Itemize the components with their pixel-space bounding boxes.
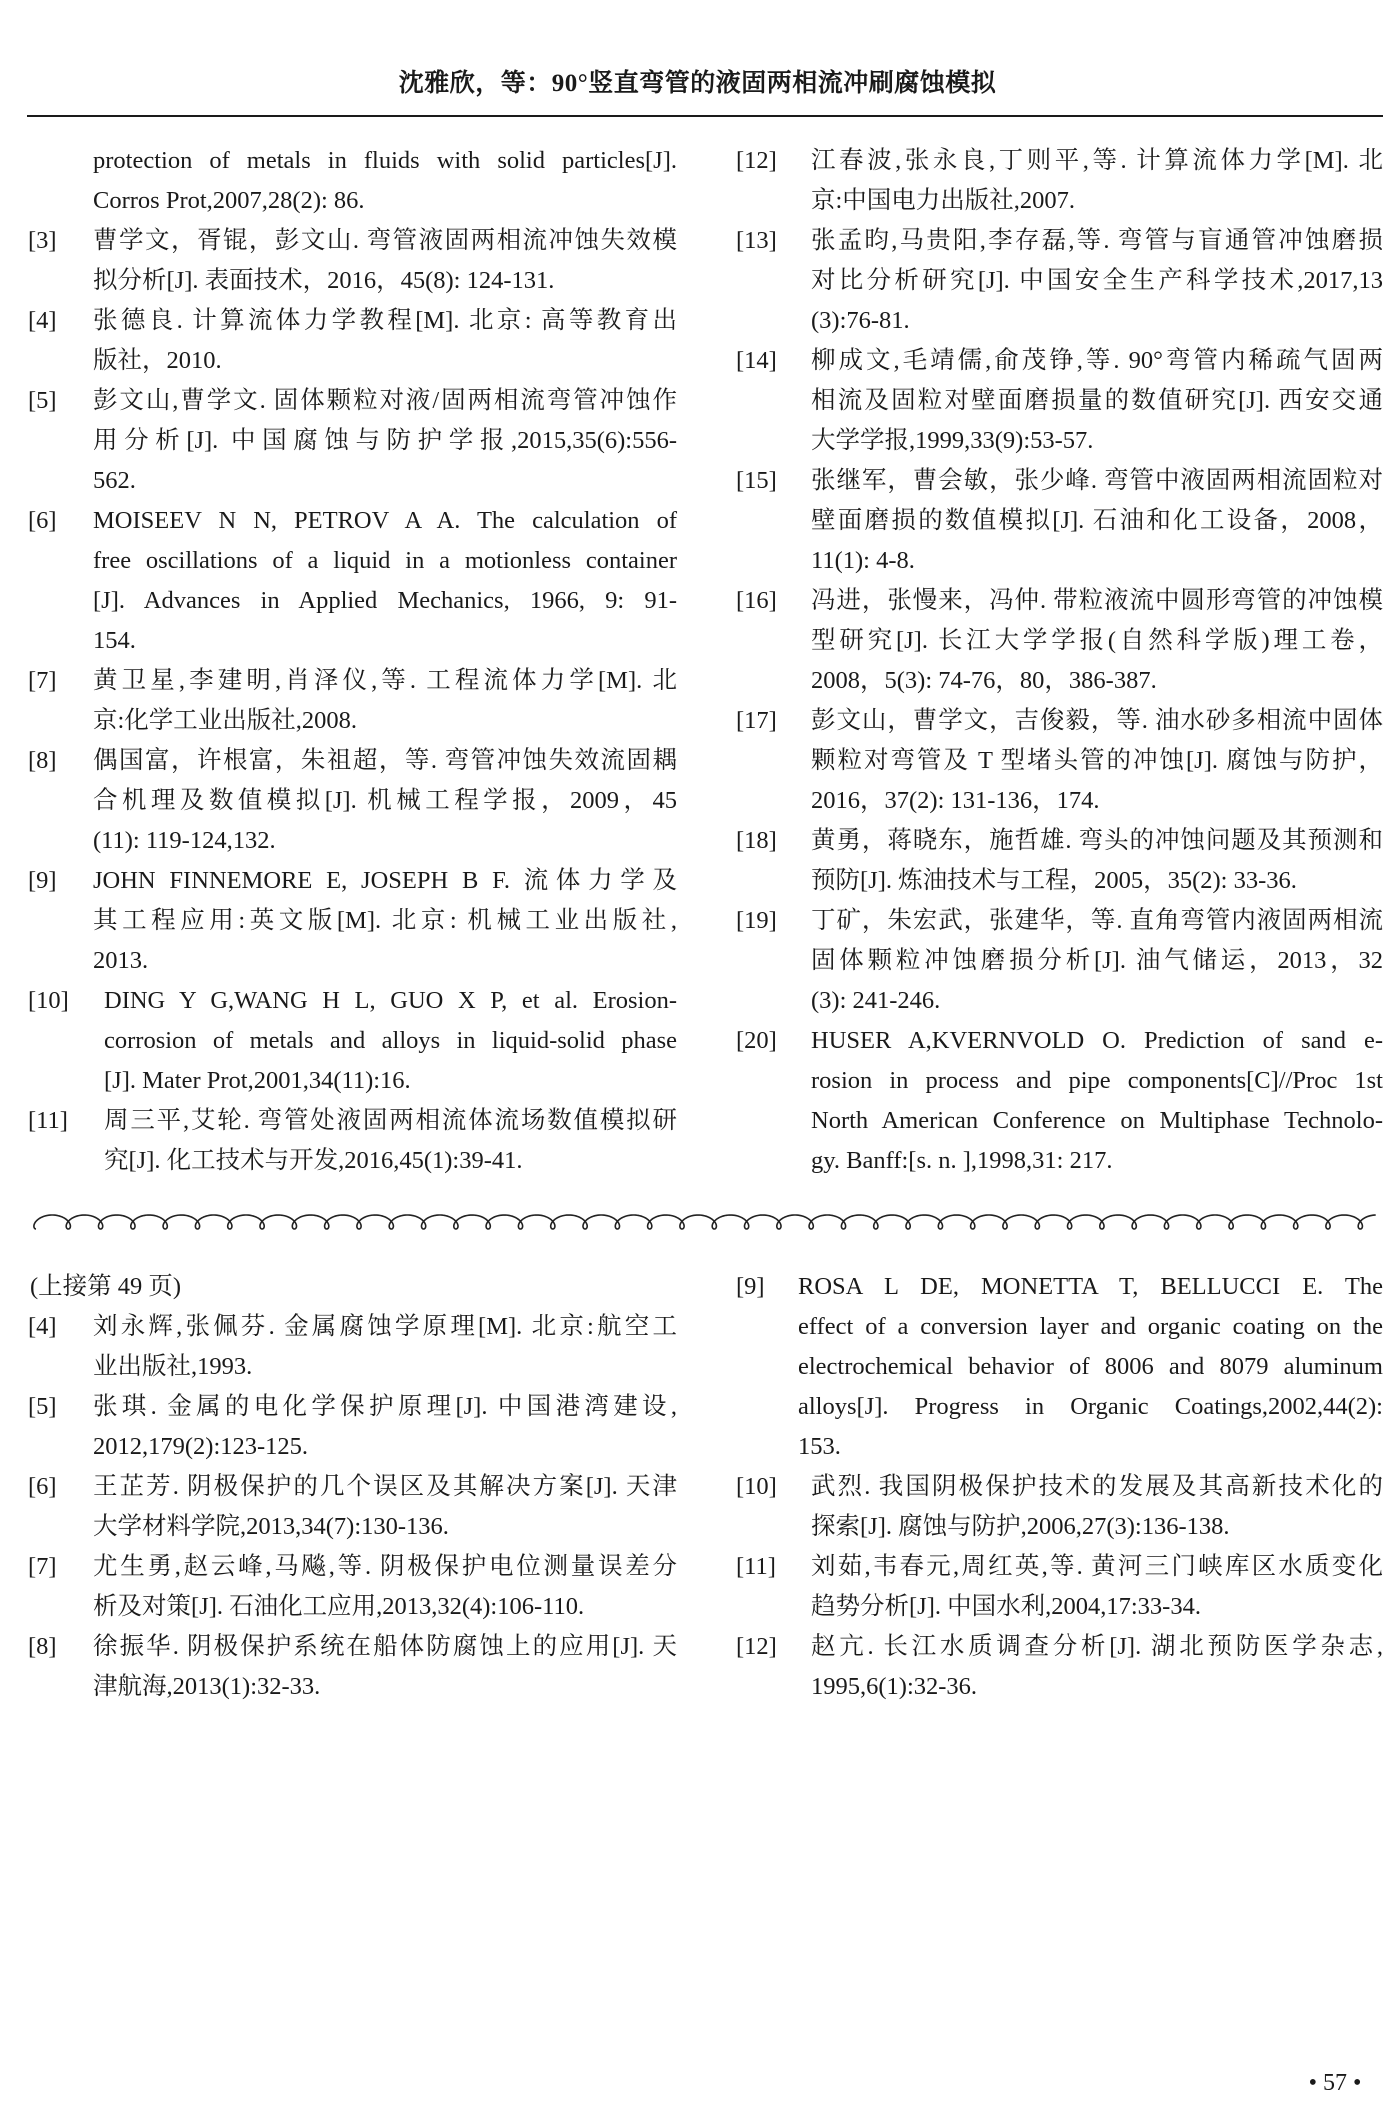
reference-text — [93, 301, 677, 381]
reference-text — [811, 1467, 1383, 1547]
section-divider-wave — [27, 1210, 1383, 1236]
reference-line: 彭文山，曹学文，吉俊毅，等. 油水砂多相流中固体 — [811, 707, 1383, 734]
reference-item — [28, 1387, 677, 1467]
reference-text — [93, 861, 677, 981]
reference-line: 2016，37(2): 131-136，174. — [811, 787, 1100, 814]
reference-line: 562. — [93, 467, 136, 494]
reference-number: [5] — [28, 1393, 57, 1420]
reference-line: 趋势分析[J]. 中国水利,2004,17:33-34. — [811, 1593, 1201, 1620]
reference-line: free oscillations of a liquid in a motionless container — [93, 547, 677, 574]
reference-item — [28, 1307, 677, 1387]
reference-item — [736, 1021, 1383, 1181]
reference-line: 曹学文，胥锟，彭文山. 弯管液固两相流冲蚀失效模 — [93, 227, 677, 254]
reference-line: 武烈. 我国阴极保护技术的发展及其高新技术化的 — [811, 1473, 1383, 1500]
reference-number: [7] — [28, 1553, 57, 1580]
reference-number: [3] — [28, 227, 57, 254]
reference-line: 黄卫星,李建明,肖泽仪,等. 工程流体力学[M]. 北 — [93, 667, 677, 694]
reference-line: 究[J]. 化工技术与开发,2016,45(1):39-41. — [104, 1147, 523, 1174]
reference-line: corrosion of metals and alloys in liquid-solid phase — [104, 1027, 677, 1054]
lower-references-left-column — [28, 1267, 677, 1707]
reference-line: 2008，5(3): 74-76，80，386-387. — [811, 667, 1157, 694]
reference-text — [93, 1547, 677, 1627]
reference-line: 徐振华. 阴极保护系统在船体防腐蚀上的应用[J]. 天 — [93, 1633, 677, 1660]
reference-text — [93, 1627, 677, 1707]
reference-item — [28, 981, 677, 1101]
reference-line: 丁矿，朱宏武，张建华，等. 直角弯管内液固两相流 — [811, 907, 1383, 934]
reference-line: effect of a conversion layer and organic coating on the — [798, 1313, 1383, 1340]
reference-line: 王芷芳. 阴极保护的几个误区及其解决方案[J]. 天津 — [93, 1473, 677, 1500]
reference-line: 相流及固粒对壁面磨损量的数值研究[J]. 西安交通 — [811, 387, 1383, 414]
reference-line: gy. Banff:[s. n. ],1998,31: 217. — [811, 1147, 1113, 1174]
reference-number: [14] — [736, 347, 777, 374]
reference-item — [736, 461, 1383, 581]
reference-line: 冯进，张慢来，冯仲. 带粒液流中圆形弯管的冲蚀模 — [811, 587, 1383, 614]
reference-line: (3): 241-246. — [811, 987, 941, 1014]
reference-line: 大学学报,1999,33(9):53-57. — [811, 427, 1094, 454]
reference-item — [28, 221, 677, 301]
reference-line: 合机理及数值模拟[J]. 机械工程学报，2009，45 — [93, 787, 677, 814]
reference-text — [811, 141, 1383, 221]
reference-item — [28, 661, 677, 741]
reference-number: [17] — [736, 707, 777, 734]
reference-line: 彭文山,曹学文. 固体颗粒对液/固两相流弯管冲蚀作 — [93, 387, 677, 414]
reference-line: 尤生勇,赵云峰,马飚,等. 阴极保护电位测量误差分 — [93, 1553, 677, 1580]
reference-text — [811, 701, 1383, 821]
reference-line: alloys[J]. Progress in Organic Coatings,2002,44(2): — [798, 1393, 1383, 1420]
reference-text — [811, 1021, 1383, 1181]
reference-line: Corros Prot,2007,28(2): 86. — [93, 187, 365, 214]
reference-line: 张琪. 金属的电化学保护原理[J]. 中国港湾建设, — [93, 1393, 677, 1420]
reference-text — [104, 1101, 677, 1181]
reference-number: [19] — [736, 907, 777, 934]
reference-item — [736, 221, 1383, 341]
reference-number: [11] — [736, 1553, 776, 1580]
reference-text — [93, 501, 677, 661]
reference-line: (3):76-81. — [811, 307, 910, 334]
reference-item — [28, 381, 677, 501]
reference-line: 张孟昀,马贵阳,李存磊,等. 弯管与盲通管冲蚀磨损 — [811, 227, 1383, 254]
reference-line: 2012,179(2):123-125. — [93, 1433, 309, 1460]
reference-line: rosion in process and pipe components[C]//Proc 1st — [811, 1067, 1383, 1094]
reference-number: [18] — [736, 827, 777, 854]
reference-line: DING Y G,WANG H L, GUO X P, et al. Erosion- — [104, 987, 677, 1014]
reference-text — [811, 461, 1383, 581]
reference-number: [11] — [28, 1107, 68, 1134]
reference-item — [736, 901, 1383, 1021]
reference-line: 赵亢. 长江水质调查分析[J]. 湖北预防医学杂志, — [811, 1633, 1383, 1660]
reference-line: 1995,6(1):32-36. — [811, 1673, 978, 1700]
reference-line: North American Conference on Multiphase Technolo- — [811, 1107, 1383, 1134]
reference-line: [J]. Advances in Applied Mechanics, 1966, 9: 91- — [93, 587, 677, 614]
reference-number: [10] — [736, 1473, 777, 1500]
reference-continuation — [28, 141, 677, 221]
reference-item — [28, 741, 677, 861]
reference-number: [8] — [28, 1633, 57, 1660]
reference-text — [811, 901, 1383, 1021]
upper-references-left-column — [28, 141, 677, 1181]
reference-line: 津航海,2013(1):32-33. — [93, 1673, 321, 1700]
continued-from-note: (上接第 49 页) — [30, 1273, 182, 1300]
reference-line: 2013. — [93, 947, 149, 974]
reference-line: 其工程应用:英文版[M]. 北京: 机械工业出版社, — [93, 907, 677, 934]
reference-line: 张德良. 计算流体力学教程[M]. 北京: 高等教育出 — [93, 307, 677, 334]
reference-line: 江春波,张永良,丁则平,等. 计算流体力学[M]. 北 — [811, 147, 1383, 174]
reference-line: HUSER A,KVERNVOLD O. Prediction of sand e- — [811, 1027, 1383, 1054]
reference-line: 用分析[J]. 中国腐蚀与防护学报,2015,35(6):556- — [93, 427, 677, 454]
page-number: • 57 • — [1308, 2070, 1362, 2096]
reference-text — [93, 1467, 677, 1547]
reference-number: [12] — [736, 147, 777, 174]
reference-item — [736, 581, 1383, 701]
reference-line: 偶国富，许根富，朱祖超，等. 弯管冲蚀失效流固耦 — [93, 747, 677, 774]
reference-text — [811, 1547, 1383, 1627]
reference-line: ROSA L DE, MONETTA T, BELLUCCI E. The — [798, 1273, 1383, 1300]
reference-line: 刘茹,韦春元,周红英,等. 黄河三门峡库区水质变化 — [811, 1553, 1383, 1580]
reference-item — [28, 301, 677, 381]
reference-line: 周三平,艾轮. 弯管处液固两相流体流场数值模拟研 — [104, 1107, 677, 1134]
reference-line: 154. — [93, 627, 136, 654]
reference-item — [736, 1267, 1383, 1467]
reference-line: protection of metals in fluids with solid particles[J]. — [93, 147, 677, 174]
reference-text — [104, 981, 677, 1101]
reference-number: [9] — [28, 867, 57, 894]
wave-line — [34, 1215, 1376, 1229]
reference-line: [J]. Mater Prot,2001,34(11):16. — [104, 1067, 411, 1094]
reference-number: [20] — [736, 1027, 777, 1054]
reference-line: 壁面磨损的数值模拟[J]. 石油和化工设备，2008， — [811, 507, 1383, 534]
reference-text — [93, 221, 677, 301]
header-rule — [27, 115, 1383, 117]
reference-number: [4] — [28, 1313, 57, 1340]
reference-text — [798, 1267, 1383, 1467]
reference-line: 刘永辉,张佩芬. 金属腐蚀学原理[M]. 北京:航空工 — [93, 1313, 677, 1340]
reference-item — [28, 501, 677, 661]
reference-line: 黄勇，蒋晓东，施哲雄. 弯头的冲蚀问题及其预测和 — [811, 827, 1383, 854]
reference-line: MOISEEV N N, PETROV A A. The calculation of — [93, 507, 677, 534]
reference-line: 张继军，曹会敏，张少峰. 弯管中液固两相流固粒对 — [811, 467, 1383, 494]
reference-line: 业出版社,1993. — [93, 1353, 253, 1380]
reference-line: 版社，2010. — [93, 347, 222, 374]
reference-line: 固体颗粒冲蚀磨损分析[J]. 油气储运，2013，32 — [811, 947, 1383, 974]
reference-item — [28, 1101, 677, 1181]
reference-line: 预防[J]. 炼油技术与工程，2005，35(2): 33-36. — [811, 867, 1297, 894]
reference-line: 颗粒对弯管及 T 型堵头管的冲蚀[J]. 腐蚀与防护， — [811, 747, 1383, 774]
reference-number: [13] — [736, 227, 777, 254]
reference-line: 柳成文,毛靖儒,俞茂铮,等. 90°弯管内稀疏气固两 — [811, 347, 1383, 374]
reference-text — [811, 821, 1383, 901]
reference-text — [93, 381, 677, 501]
reference-item — [28, 1467, 677, 1547]
reference-line: (11): 119-124,132. — [93, 827, 276, 854]
reference-number: [16] — [736, 587, 777, 614]
reference-text — [93, 1387, 677, 1467]
reference-number: [6] — [28, 507, 57, 534]
reference-text — [811, 581, 1383, 701]
reference-text — [93, 741, 677, 861]
reference-item — [28, 1547, 677, 1627]
reference-item — [28, 861, 677, 981]
reference-line: 大学材料学院,2013,34(7):130-136. — [93, 1513, 449, 1540]
reference-line: 析及对策[J]. 石油化工应用,2013,32(4):106-110. — [93, 1593, 585, 1620]
reference-item — [736, 341, 1383, 461]
reference-item — [736, 1547, 1383, 1627]
reference-number: [9] — [736, 1273, 765, 1300]
reference-item — [736, 821, 1383, 901]
reference-line: 探索[J]. 腐蚀与防护,2006,27(3):136-138. — [811, 1513, 1230, 1540]
reference-item — [28, 1627, 677, 1707]
reference-number: [6] — [28, 1473, 57, 1500]
reference-item — [736, 1627, 1383, 1707]
reference-number: [10] — [28, 987, 69, 1014]
lower-references-right-column — [736, 1267, 1383, 1707]
reference-number: [7] — [28, 667, 57, 694]
reference-line: JOHN FINNEMORE E, JOSEPH B F. 流体力学及 — [93, 867, 677, 894]
reference-number: [12] — [736, 1633, 777, 1660]
reference-item — [736, 141, 1383, 221]
reference-number: [4] — [28, 307, 57, 334]
reference-line: 153. — [798, 1433, 841, 1460]
reference-text — [811, 341, 1383, 461]
upper-references-right-column — [736, 141, 1383, 1181]
reference-line: 11(1): 4-8. — [811, 547, 915, 574]
reference-line: 京:中国电力出版社,2007. — [811, 187, 1076, 214]
reference-text — [93, 661, 677, 741]
reference-text — [811, 221, 1383, 341]
reference-line: electrochemical behavior of 8006 and 8079 aluminum — [798, 1353, 1383, 1380]
reference-text — [811, 1627, 1383, 1707]
reference-number: [8] — [28, 747, 57, 774]
reference-line: 拟分析[J]. 表面技术，2016，45(8): 124-131. — [93, 267, 555, 294]
reference-item — [736, 701, 1383, 821]
reference-text — [93, 1307, 677, 1387]
reference-line: 型研究[J]. 长江大学学报(自然科学版)理工卷， — [811, 627, 1383, 654]
reference-text — [93, 141, 677, 221]
reference-line: 对比分析研究[J]. 中国安全生产科学技术,2017,13 — [811, 267, 1383, 294]
reference-line: 京:化学工业出版社,2008. — [93, 707, 358, 734]
running-title: 沈雅欣，等：90°竖直弯管的液固两相流冲刷腐蚀模拟 — [398, 70, 997, 97]
reference-number: [5] — [28, 387, 57, 414]
reference-number: [15] — [736, 467, 777, 494]
reference-item — [736, 1467, 1383, 1547]
